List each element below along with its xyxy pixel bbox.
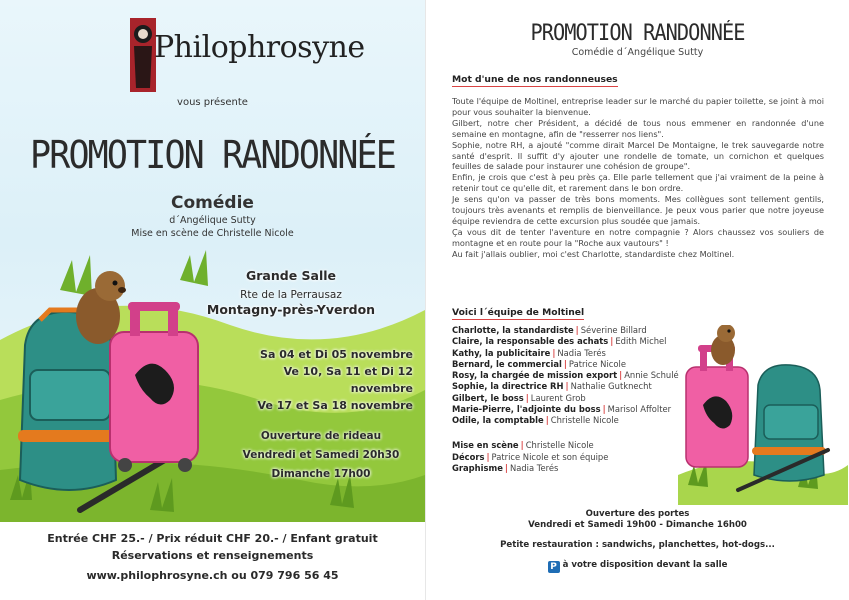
poster-title: PROMOTION RANDONNÉE <box>30 133 395 177</box>
date-line: Ve 10, Sa 11 et Di 12 novembre <box>283 365 413 395</box>
date-line: Ve 17 et Sa 18 novembre <box>257 399 413 412</box>
letter-paragraph: Je sens qu'on va passer de très bons moments. Mes collègues sont tellement gentils, toujours très avenants et remplis de bienveillance. Je peux vous parier que notre joyeuse équipe reviendra de cette excursion plus soudée que jamais. <box>452 194 824 226</box>
cast-role: Bernard, le commercial <box>452 358 562 369</box>
cast-role: Sophie, la directrice RH <box>452 381 564 392</box>
cast-actor: Nathalie Gutknecht <box>570 381 652 392</box>
performance-dates <box>228 346 413 414</box>
doors-heading: Ouverture des portes <box>585 509 690 519</box>
ticket-prices: Entrée CHF 25.- / Prix réduit CHF 20.- / Enfant gratuit <box>47 532 378 545</box>
info-panel <box>426 0 849 600</box>
cast-role: Claire, la responsable des achats <box>452 336 609 347</box>
venue-hall: Grande Salle <box>245 268 337 283</box>
cast-role: Rosy, la chargée de mission export <box>452 370 618 381</box>
cast-role: Gilbert, le boss <box>452 392 524 403</box>
letter-heading: Mot d'une de nos randonneuses <box>452 74 618 85</box>
date-line: Sa 04 et Di 05 novembre <box>260 348 413 361</box>
contact-line: www.philophrosyne.ch ou 079 796 56 45 <box>86 569 339 582</box>
cast-role: Marie-Pierre, l'adjointe du boss <box>452 404 601 415</box>
cast-role: Odile, la comptable <box>452 415 544 426</box>
cast-row: Charlotte, la standardiste | Séverine Billard <box>452 325 647 335</box>
cast-row: Gilbert, le boss | Laurent Grob <box>452 392 586 403</box>
cast-list <box>452 325 712 427</box>
cast-actor: Séverine Billard <box>580 325 647 335</box>
letter-paragraph: Gilbert, notre cher Président, a décidé de tous nous emmener en randonnée d'une semaine en montagne, afin de "resserrer nos liens". <box>452 117 824 139</box>
logo-wordmark: Philophrosyne <box>154 30 365 65</box>
catering-line: Petite restauration : sandwichs, planchettes, hot-dogs... <box>500 540 775 550</box>
cast-role: Kathy, la publicitaire <box>452 347 551 358</box>
letter-paragraph: Enfin, je crois que c'est à peu près ça. Elle parle tellement que j'ai vraiment de la peine à retenir tout ce qu'elle dit, et rarement dans le bon ordre. <box>452 172 824 194</box>
info-subtitle: Comédie d´Angélique Sutty <box>571 47 704 58</box>
letter-paragraph: Ça vous dit de tenter l'aventure en notre compagnie ? Alors chaussez vos souliers de montagne et en route pour la "Roche aux vautours" ! <box>452 226 824 248</box>
letter-paragraph: Toute l'équipe de Moltinel, entreprise leader sur le marché du papier toilette, se joint à moi pour vous souhaiter la bienvenue. <box>452 96 824 117</box>
cast-actor: Patrice Nicole <box>568 358 626 369</box>
genre-label: Comédie <box>171 193 254 213</box>
cast-actor: Annie Schulé <box>624 370 679 381</box>
credit-role: Mise en scène <box>452 440 519 450</box>
presents-line: vous présente <box>177 97 248 108</box>
credit-row: Décors | Patrice Nicole et son équipe <box>452 451 609 462</box>
credit-role: Graphisme <box>452 463 503 473</box>
cast-row: Rosy, la chargée de mission export | Annie Schulé <box>452 370 679 381</box>
cast-actor: Laurent Grob <box>530 392 586 403</box>
curtain-weekday-time: Vendredi et Samedi 20h30 <box>242 449 400 461</box>
curtain-sunday-time: Dimanche 17h00 <box>271 468 371 480</box>
letter-paragraph: Au fait j'allais oublier, moi c'est Charlotte, standardiste chez Moltinel. <box>452 248 735 259</box>
letter-paragraph: Sophie, notre RH, a ajouté "comme dirait Marcel De Montaigne, le trek sauvegarde notre santé d'esprit. Il suffit d'y ajouter une rondelle de tomate, un cornichon et quelques feuilles de salade pour instaurer une cohésion de groupe". <box>452 139 824 172</box>
author-line: d´Angélique Sutty <box>169 215 256 226</box>
cast-actor: Edith Michel <box>615 336 667 347</box>
cast-row: Bernard, le commercial | Patrice Nicole <box>452 358 626 369</box>
credit-row: Mise en scène | Christelle Nicole <box>452 440 594 450</box>
luggage-illustration-icon <box>678 325 848 505</box>
cast-row: Marie-Pierre, l'adjointe du boss | Marisol Affolter <box>452 404 672 415</box>
cast-row: Claire, la responsable des achats | Edith Michel <box>452 336 667 347</box>
team-heading: Voici l´équipe de Moltinel <box>452 307 585 318</box>
curtain-heading: Ouverture de rideau <box>260 430 382 442</box>
credit-row: Graphisme | Nadia Terés <box>452 463 559 473</box>
venue-town: Montagny-près-Yverdon <box>206 302 376 317</box>
doors-times: Vendredi et Samedi 19h00 - Dimanche 16h00 <box>528 520 747 530</box>
letter-body <box>452 96 824 260</box>
cast-actor: Nadia Terés <box>557 347 606 358</box>
cast-row: Odile, la comptable | Christelle Nicole <box>452 415 619 426</box>
credit-person: Patrice Nicole et son équipe <box>491 451 609 462</box>
info-title: PROMOTION RANDONNÉE <box>530 21 745 46</box>
cast-row: Sophie, la directrice RH | Nathalie Gutknecht <box>452 381 652 392</box>
credit-person: Christelle Nicole <box>525 440 594 450</box>
cast-actor: Marisol Affolter <box>607 404 672 415</box>
parking-icon: P <box>548 561 560 573</box>
parking-line <box>426 560 849 573</box>
credit-person: Nadia Terés <box>509 463 559 473</box>
cast-actor: Christelle Nicole <box>550 415 619 426</box>
credit-role: Décors <box>452 451 485 462</box>
cast-row: Kathy, la publicitaire | Nadia Terés <box>452 347 606 358</box>
credits-list <box>452 440 712 475</box>
parking-text: à votre disposition devant la salle <box>562 560 728 570</box>
venue-street: Rte de la Perrausaz <box>240 289 342 301</box>
cast-role: Charlotte, la standardiste <box>452 325 574 335</box>
reservations-label: Réservations et renseignements <box>111 549 314 562</box>
director-line: Mise en scène de Christelle Nicole <box>131 228 294 239</box>
